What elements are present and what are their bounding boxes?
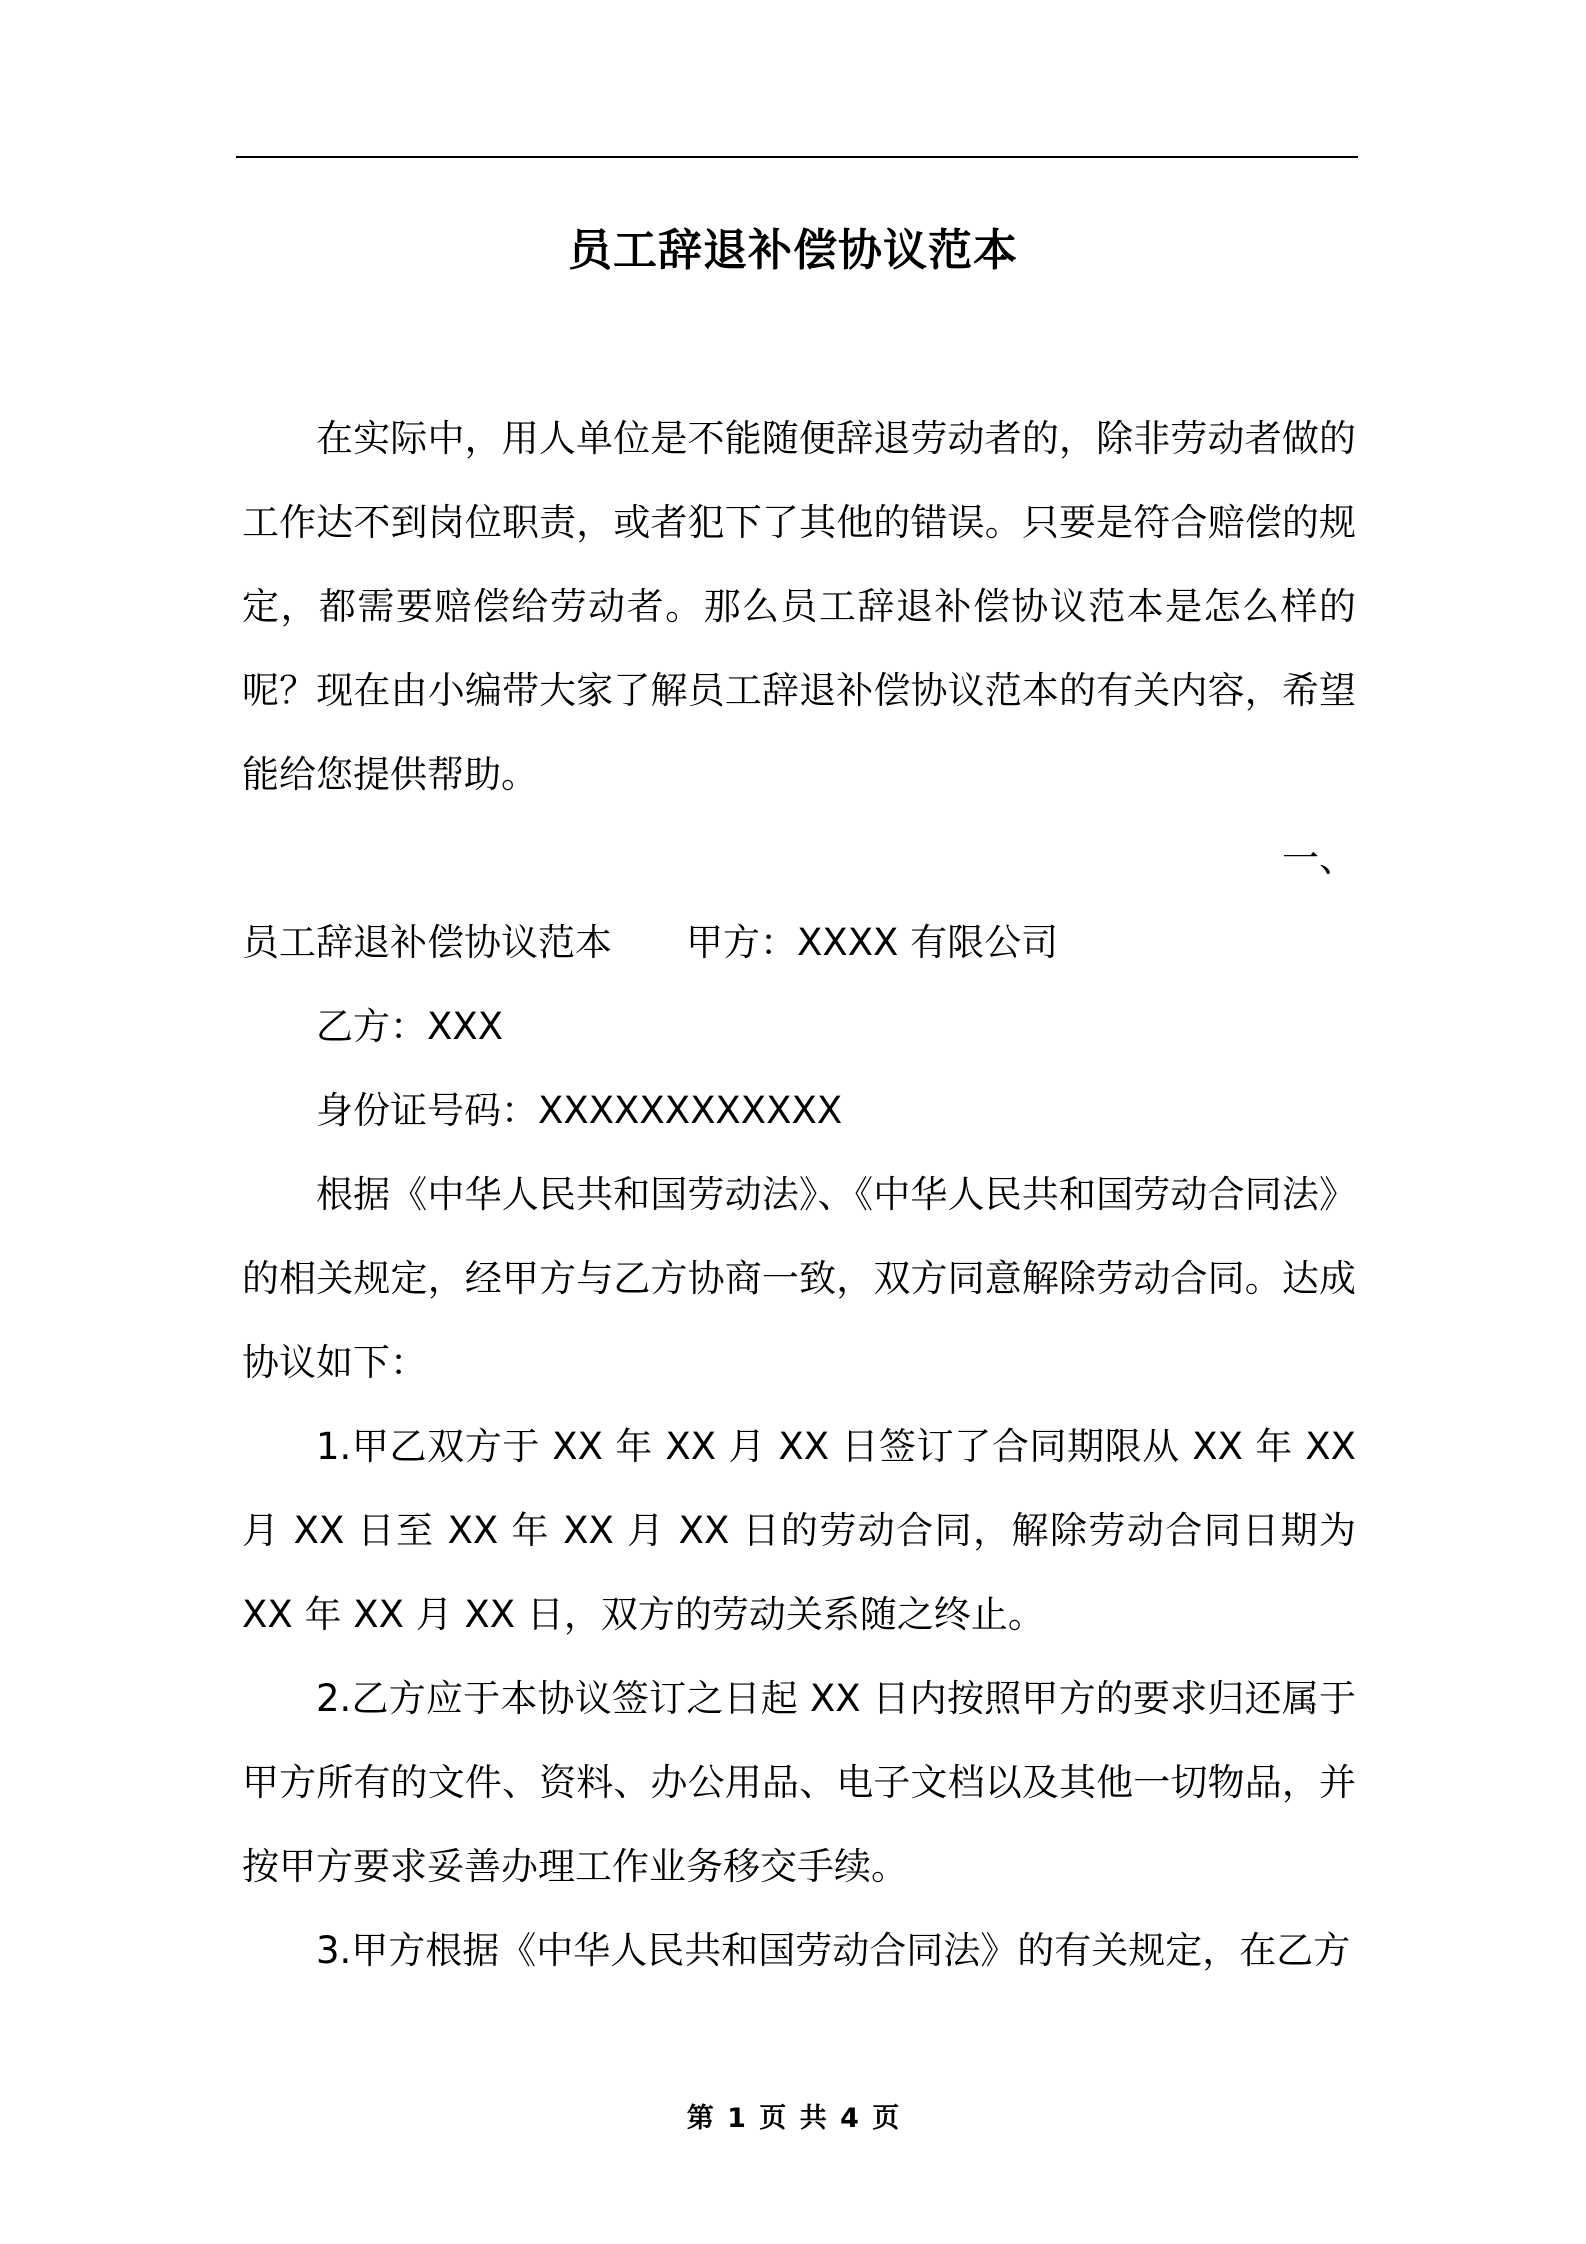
page-number: 第 1 页 共 4 页 xyxy=(686,2103,900,2134)
clause-3: 3.甲方根据《中华人民共和国劳动合同法》的有关规定，在乙方 xyxy=(316,1929,1351,1972)
section-heading-line xyxy=(242,901,1356,985)
id-number: 身份证号码：XXXXXXXXXXXX xyxy=(316,1089,843,1132)
intro-block xyxy=(242,397,1356,817)
clause-2: 2.乙方应于本协议签订之日起 XX 日内按照甲方的要求归还属于甲方所有的文件、资料、办公用品、电子文档以及其他一切物品，并按甲方要求妥善办理工作业务移交手续。 xyxy=(242,1677,1356,1888)
header-rule xyxy=(236,156,1358,158)
party-b: 乙方：XXX xyxy=(316,1005,504,1048)
section-title: 员工辞退补偿协议范本 xyxy=(242,921,612,964)
intro-paragraph: 在实际中，用人单位是不能随便辞退劳动者的，除非劳动者做的工作达不到岗位职责，或者犯下了其他的错误。只要是符合赔偿的规定，都需要赔偿给劳动者。那么员工辞退补偿协议范本是怎么样的呢？现在由小编带大家了解员工辞退补偿协议范本的有关内容，希望能给您提供帮助。 xyxy=(242,417,1356,796)
section-number: 一、 xyxy=(1282,837,1356,880)
preamble-paragraph: 根据《中华人民共和国劳动法》、《中华人民共和国劳动合同法》的相关规定，经甲方与乙方协商一致，双方同意解除劳动合同。达成协议如下： xyxy=(242,1173,1356,1384)
party-a: 甲方：XXXX 有限公司 xyxy=(686,921,1059,964)
clause-1: 1.甲乙双方于 XX 年 XX 月 XX 日签订了合同期限从 XX 年 XX 月 XX 日至 XX 年 XX 月 XX 日的劳动合同，解除劳动合同日期为 XX 年 XX 月 XX 日，双方的劳动关系随之终止。 xyxy=(242,1425,1356,1636)
document-title: 员工辞退补偿协议范本 xyxy=(568,225,1018,276)
agreement-body xyxy=(242,817,1356,1993)
